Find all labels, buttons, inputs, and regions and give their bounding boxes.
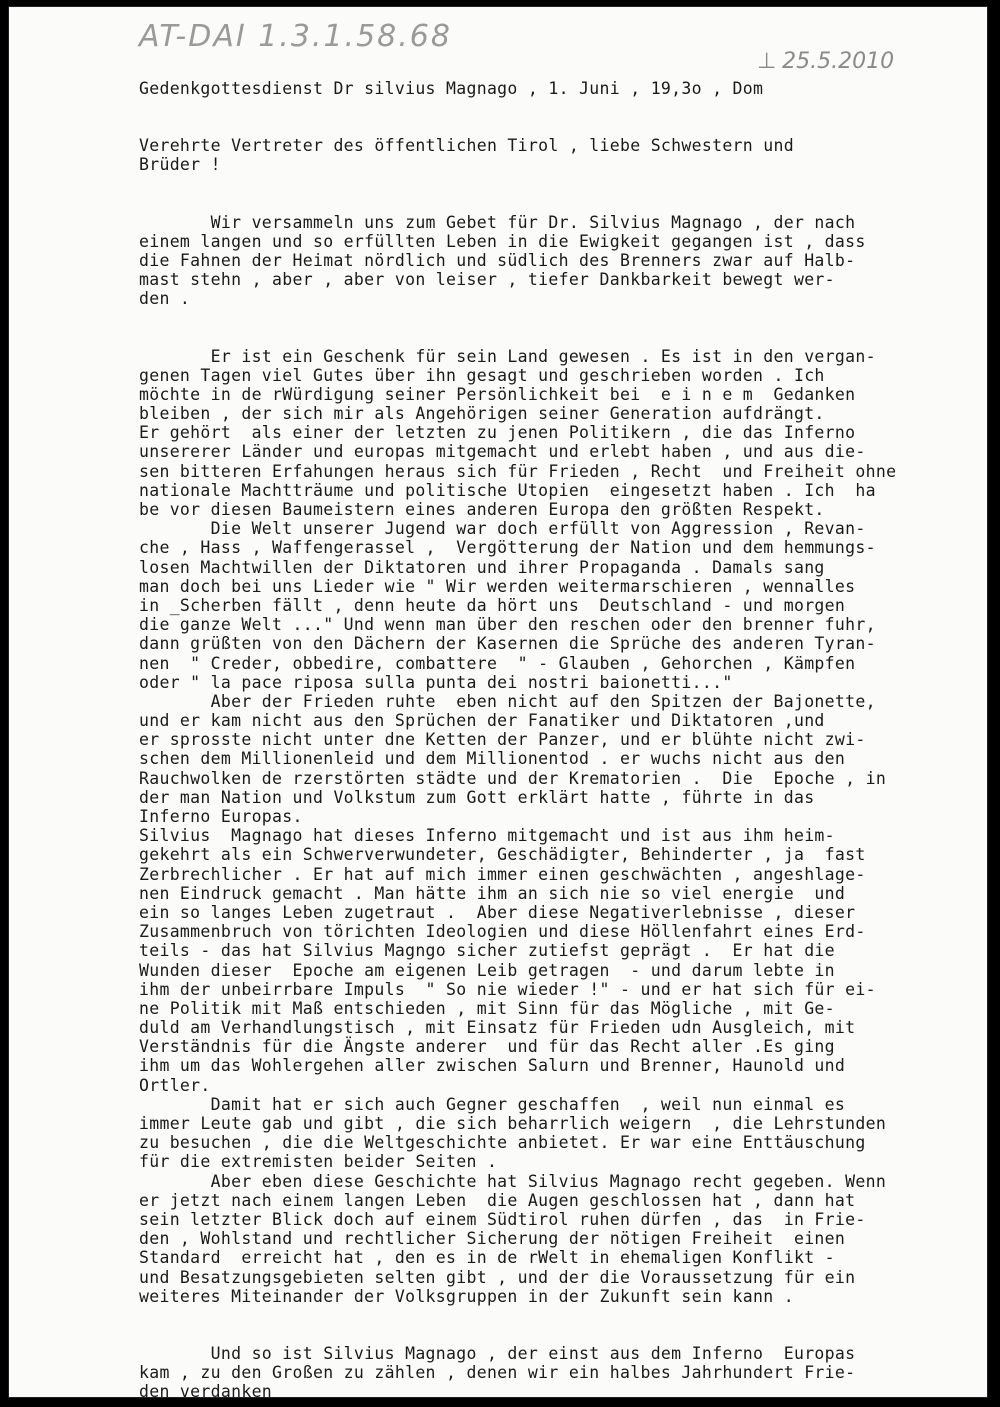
text-line: gekehrt als ein Schwerverwundeter, Geschädigter, Behinderter , ja fast <box>139 845 866 865</box>
salutation-line: Verehrte Vertreter des öffentlichen Tirol , liebe Schwestern und <box>139 136 794 156</box>
text-line: be vor diesen Baumeistern eines anderen Europa den größten Respekt. <box>139 500 825 519</box>
text-line: er jetzt nach einem langen Leben die Augen geschlossen hat , dann hat <box>139 1190 856 1210</box>
archive-handwritten-id: AT-DAI 1.3.1.58.68 <box>139 19 452 54</box>
text-line: Die Welt unserer Jugend war doch erfüllt von Aggression , Revan- <box>139 519 866 539</box>
text-line: Inferno Europas. <box>139 807 303 826</box>
text-line: nen " Creder, obbedire, combattere " - Glauben , Gehorchen , Kämpfen <box>139 653 856 673</box>
paragraph-1 <box>139 213 979 309</box>
text-line: Und so ist Silvius Magnago , der einst aus dem Inferno Europas <box>139 1343 856 1363</box>
text-line: man doch bei uns Lieder wie " Wir werden weitermarschieren , wennalles <box>139 576 856 596</box>
text-line: Damit hat er sich auch Gegner geschaffen , weil nun einmal es <box>139 1094 846 1114</box>
text-line: weiteres Miteinander der Volksgruppen in der Zukunft sein kann . <box>139 1286 794 1306</box>
text-line: und Besatzungsgebieten selten gibt , und der die Voraussetzung für ein <box>139 1267 856 1287</box>
text-line: Wir versammeln uns zum Gebet für Dr. Silvius Magnago , der nach <box>139 212 856 232</box>
text-line: er sprosste nicht unter dne Ketten der Panzer, und er blühte nicht zwi- <box>139 730 866 750</box>
text-line: ihm der unbeirrbare Impuls " So nie wieder !" - und er hat sich für ei- <box>139 979 876 999</box>
text-line: bleiben , der sich mir als Angehörigen seiner Generation aufdrängt. <box>139 404 825 424</box>
text-line: Zerbrechlicher . Er hat auf mich immer einen geschwächten , angeshlage- <box>139 864 866 884</box>
text-line: möchte in de rWürdigung seiner Persönlichkeit bei e i n e m Gedanken <box>139 384 856 404</box>
text-line: oder " la pace riposa sulla punta dei nostri baionetti..." <box>139 672 733 692</box>
text-line: sein letzter Blick doch auf einem Südtirol ruhen dürfen , das in Frie- <box>139 1209 866 1229</box>
text-line: Ortler. <box>139 1075 211 1095</box>
text-line: unsererer Länder und europas mitgemacht und erlebt haben , und aus die- <box>139 442 866 462</box>
text-line: sen bitteren Erfahungen heraus sich für Frieden , Recht und Freiheit ohne <box>139 461 897 481</box>
text-line: Verständnis für die Ängste anderer und für das Recht aller .Es ging <box>139 1037 835 1057</box>
text-line: in _Scherben fällt , denn heute da hört uns Deutschland - und morgen <box>139 595 846 615</box>
text-line: und er kam nicht aus den Sprüchen der Fanatiker und Diktatoren ,und <box>139 711 825 731</box>
text-line: dann grüßten von den Dächern der Kasernen die Sprüche des anderen Tyran- <box>139 634 876 654</box>
salutation-line: Brüder ! <box>139 155 221 175</box>
text-line: der man Nation und Volkstum zum Gott erklärt hatte , führte in das <box>139 787 815 807</box>
text-line: nationale Machtträume und politische Utopien eingesetzt haben . Ich ha <box>139 480 876 500</box>
text-line: mast stehn , aber , aber von leiser , tiefer Dankbarkeit bewegt wer- <box>139 270 835 290</box>
text-line: genen Tagen viel Gutes über ihn gesagt und geschrieben worden . Ich <box>139 365 825 385</box>
text-line: Zusammenbruch von törichten Ideologien und diese Höllenfahrt eines Erd- <box>139 922 866 942</box>
document-page <box>8 6 988 1398</box>
text-line: Aber der Frieden ruhte eben nicht auf den Spitzen der Bajonette, <box>139 691 876 711</box>
text-line: teils - das hat Silvius Magngo sicher zutiefst geprägt . Er hat die <box>139 941 835 961</box>
text-line: Rauchwolken de rzerstörten städte und der Krematorien . Die Epoche , in <box>139 768 887 788</box>
heading-line: Gedenkgottesdienst Dr silvius Magnago , 1. Juni , 19,3o , Dom <box>139 79 764 98</box>
stamp-date: 25.5.2010 <box>782 49 895 74</box>
typed-text-body <box>139 79 979 1398</box>
text-line: den verdanken <box>139 1382 273 1398</box>
text-line: den . <box>139 289 191 309</box>
text-line: die ganze Welt ..." Und wenn man über den reschen oder den brenner fuhr, <box>139 615 876 635</box>
stamp-mark: ⊥ <box>757 49 777 74</box>
text-line: che , Hass , Waffengerassel , Vergötterung der Nation und dem hemmungs- <box>139 538 876 558</box>
paragraph-2 <box>139 347 979 1306</box>
text-line: schen dem Millionenleid und dem Millionentod . er wuchs nicht aus den <box>139 749 846 769</box>
text-line: für die extremisten beider Seiten . <box>139 1152 498 1172</box>
text-line: nen Eindruck gemacht . Man hätte ihm an sich nie so viel energie und <box>139 883 846 903</box>
text-line: Er ist ein Geschenk für sein Land gewesen . Es ist in den vergan- <box>139 346 876 366</box>
archive-date-stamp <box>757 49 894 74</box>
text-line: Silvius Magnago hat dieses Inferno mitgemacht und ist aus ihm heim- <box>139 826 835 846</box>
text-line: ihm um das Wohlergehen aller zwischen Salurn und Brenner, Haunold und <box>139 1056 846 1076</box>
text-line: den , Wohlstand und rechtlicher Sicherung der nötigen Freiheit einen <box>139 1229 846 1249</box>
text-line: Aber eben diese Geschichte hat Silvius Magnago recht gegeben. Wenn <box>139 1171 887 1191</box>
text-line: ein so langes Leben zugetraut . Aber diese Negativerlebnisse , dieser <box>139 902 856 922</box>
text-line: duld am Verhandlungstisch , mit Einsatz für Frieden udn Ausgleich, mit <box>139 1018 856 1038</box>
text-line: losen Machtwillen der Diktatoren und ihrer Propaganda . Damals sang <box>139 557 825 577</box>
text-line: einem langen und so erfüllten Leben in die Ewigkeit gegangen ist , dass <box>139 231 866 251</box>
text-line: kam , zu den Großen zu zählen , denen wir ein halbes Jahrhundert Frie- <box>139 1363 856 1383</box>
paragraph-3 <box>139 1344 979 1398</box>
text-line: ne Politik mit Maß entschieden , mit Sinn für das Mögliche , mit Ge- <box>139 998 835 1018</box>
text-line: zu besuchen , die die Weltgeschichte anbietet. Er war eine Enttäuschung <box>139 1133 866 1153</box>
text-line: die Fahnen der Heimat nördlich und südlich des Brenners zwar auf Halb- <box>139 250 856 270</box>
text-line: immer Leute gab und gibt , die sich beharrlich weigern , die Lehrstunden <box>139 1114 887 1133</box>
text-line: Er gehört als einer der letzten zu jenen Politikern , die das Inferno <box>139 423 856 443</box>
text-line: Wunden dieser Epoche am eigenen Leib getragen - und darum lebte in <box>139 960 835 980</box>
text-line: Standard erreicht hat , den es in de rWelt in ehemaligen Konflikt - <box>139 1248 835 1268</box>
